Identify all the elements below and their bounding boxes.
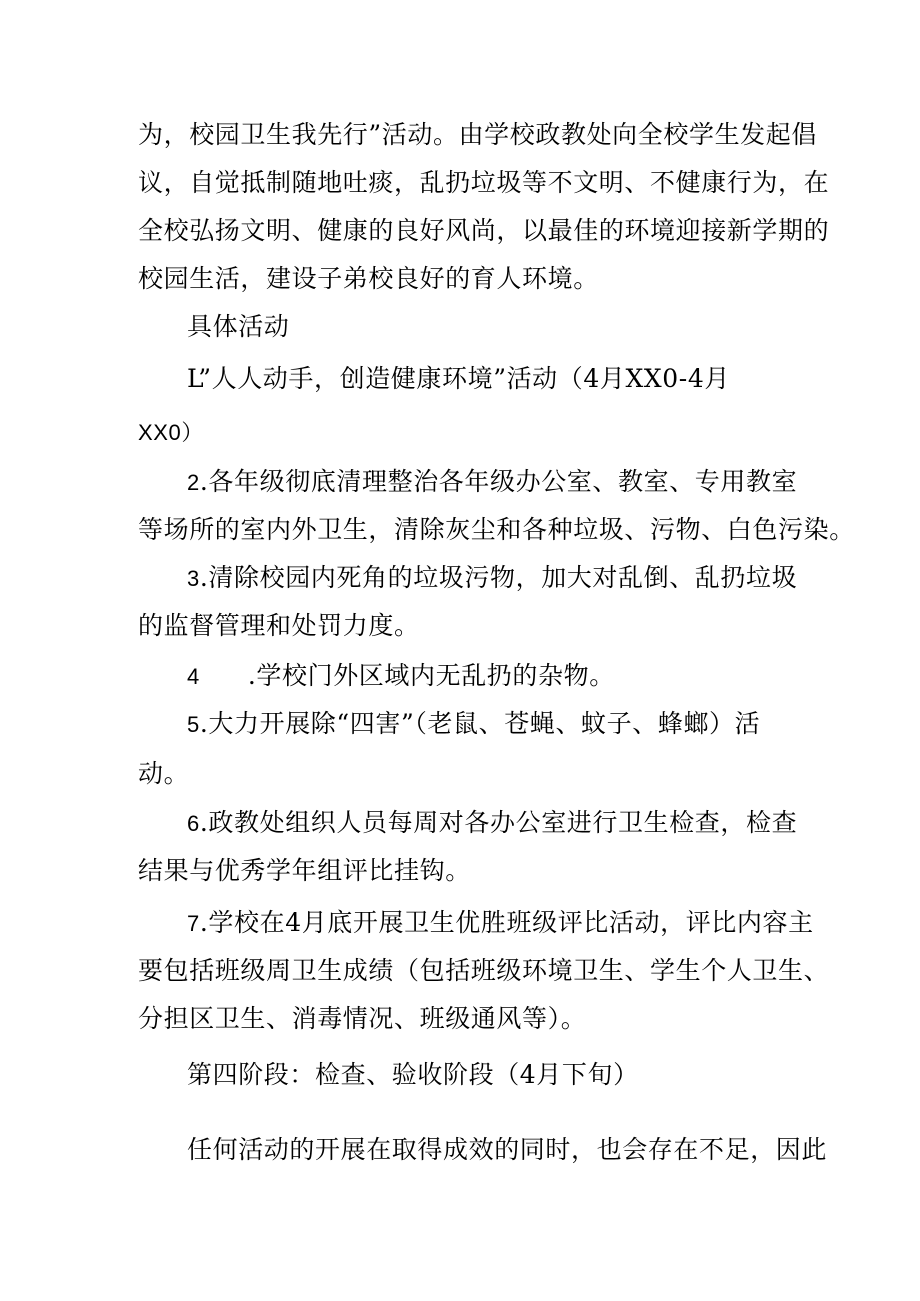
item-7-number: 7	[187, 911, 200, 936]
item-6-number: 6	[187, 811, 200, 836]
intro-line-3: 全校弘扬文明、健康的良好风尚，以最佳的环境迎接新学期的	[138, 216, 830, 245]
item-6-text: .政教处组织人员每周对各办公室进行卫生检查，检查	[199, 808, 798, 837]
intro-line-4: 校园生活，建设子弟校良好的育人环境。	[138, 264, 599, 293]
heading-stage-4: 第四阶段：检查、验收阶段（4月下旬）	[187, 1060, 639, 1089]
item-3-text: .清除校园内死角的垃圾污物，加大对乱倒、乱扔垃圾	[199, 563, 798, 592]
intro-line-2: 议，自觉抵制随地吐痰，乱扔垃圾等不文明、不健康行为，在	[138, 168, 830, 197]
item-3-number: 3	[187, 566, 200, 591]
item-6-line-2: 结果与优秀学年组评比挂钩。	[138, 856, 471, 885]
item-3-line-1	[187, 561, 797, 596]
item-7-line-1	[187, 906, 814, 941]
item-6-line-1	[187, 806, 797, 841]
item-7-text: .学校在4月底开展卫生优胜班级评比活动，评比内容主	[199, 908, 814, 937]
item-5-line-2: 动。	[138, 759, 190, 788]
item-5-line-1	[187, 707, 760, 742]
item-3-line-2: 的监督管理和处罚力度。	[138, 611, 420, 640]
item-4-text: .学校门外区域内无乱扔的杂物。	[247, 661, 615, 690]
item-5-text: .大力开展除“四害”（老鼠、苍蝇、蚊子、蜂螂）活	[199, 709, 761, 738]
item-5-number: 5	[187, 712, 200, 737]
item-2-line-2: 等场所的室内外卫生，清除灰尘和各种垃圾、污物、白色污染。	[138, 515, 855, 544]
item-2-text: .各年级彻底清理整治各年级办公室、教室、专用教室	[199, 467, 798, 496]
item-1-line-2: XX0）	[138, 420, 204, 445]
intro-line-1: 为，校园卫生我先行”活动。由学校政教处向全校学生发起倡	[138, 120, 817, 149]
item-2-number: 2	[187, 470, 200, 495]
item-7-line-2: 要包括班级周卫生成绩（包括班级环境卫生、学生个人卫生、	[138, 956, 830, 985]
item-7-line-3: 分担区卫生、消毒情况、班级通风等）。	[138, 1004, 587, 1033]
last-paragraph-line-1: 任何活动的开展在取得成效的同时，也会存在不足，因此	[187, 1135, 828, 1164]
item-4-number: 4	[187, 664, 200, 689]
heading-activities: 具体活动	[187, 312, 290, 341]
item-1-line-1: L”人人动手，创造健康环境”活动（4月XX0-4月	[187, 364, 730, 393]
item-2-line-1	[187, 465, 797, 500]
item-4-line-1	[187, 659, 615, 694]
